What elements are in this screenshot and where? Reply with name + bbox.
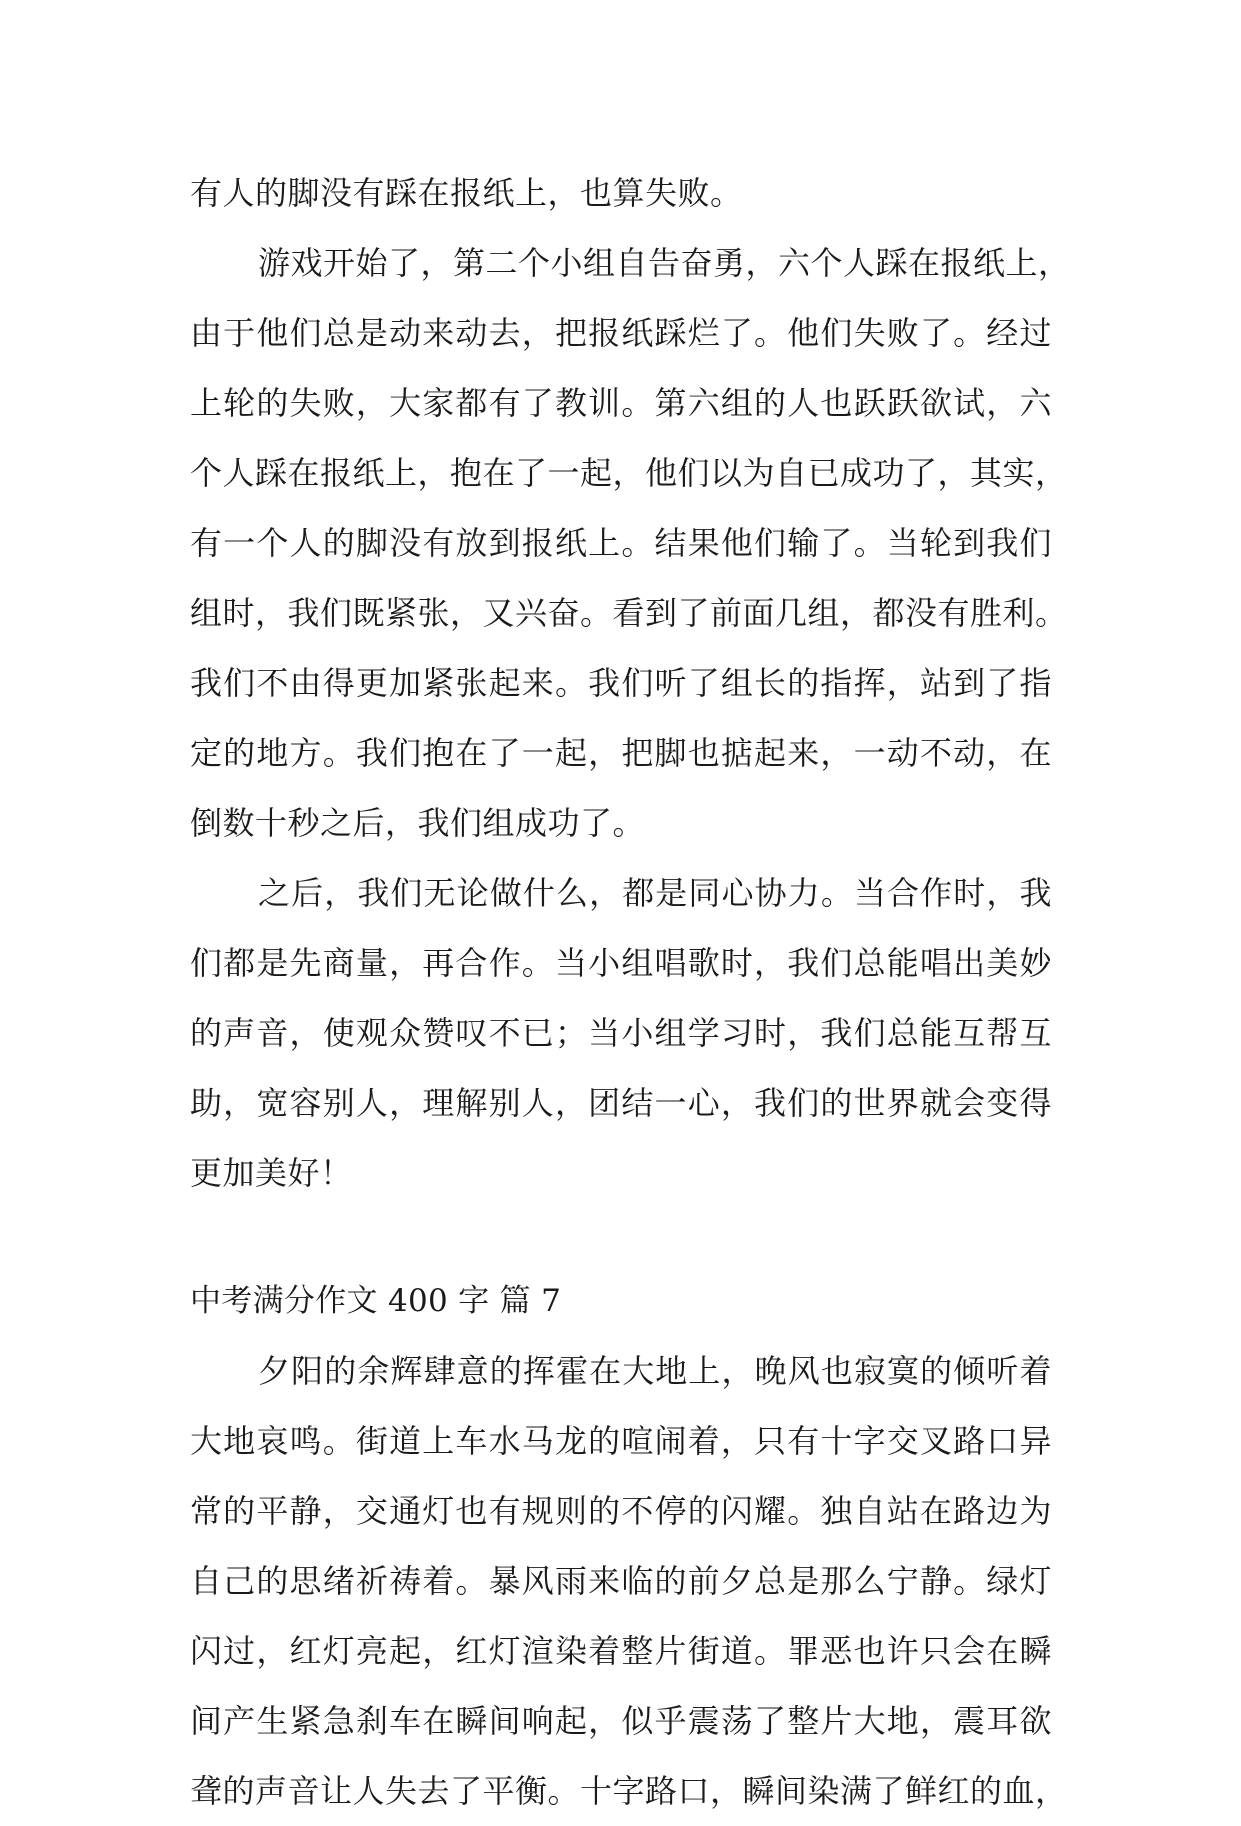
- text-line: 常的平静，交通灯也有规则的不停的闪耀。独自站在路边为: [190, 1492, 1052, 1530]
- text-line: 的声音，使观众赞叹不已；当小组学习时，我们总能互帮互: [190, 1014, 1052, 1052]
- section-heading: 中考满分作文 400 字 篇 7: [190, 1283, 562, 1319]
- text-line: 自己的思绪祈祷着。暴风雨来临的前夕总是那么宁静。绿灯: [190, 1562, 1052, 1600]
- text-line: 聋的声音让人失去了平衡。十字路口，瞬间染满了鲜红的血，: [190, 1772, 1068, 1810]
- text-line: 倒数十秒之后，我们组成功了。: [190, 804, 646, 842]
- text-line: 上轮的失败，大家都有了教训。第六组的人也跃跃欲试，六: [190, 384, 1052, 422]
- paragraph-continuation: [190, 158, 1052, 228]
- text-line: 组时，我们既紧张，又兴奋。看到了前面几组，都没有胜利。: [190, 594, 1068, 632]
- text-line: 间产生紧急刹车在瞬间响起，似乎震荡了整片大地，震耳欲: [190, 1702, 1052, 1740]
- text-line: 之后，我们无论做什么，都是同心协力。当合作时，我: [258, 874, 1052, 912]
- text-block: [190, 158, 1071, 1826]
- text-line: 由于他们总是动来动去，把报纸踩烂了。他们失败了。经过: [190, 314, 1052, 352]
- section-spacer: [190, 1208, 1052, 1266]
- text-line: 游戏开始了，第二个小组自告奋勇，六个人踩在报纸上，: [258, 244, 1071, 282]
- text-line: 我们不由得更加紧张起来。我们听了组长的指挥，站到了指: [190, 664, 1052, 702]
- paragraph-afterwards: [190, 858, 1052, 1208]
- text-line: 定的地方。我们抱在了一起，把脚也掂起来，一动不动，在: [190, 734, 1052, 772]
- text-line: 有一个人的脚没有放到报纸上。结果他们输了。当轮到我们: [190, 524, 1052, 562]
- text-line: 助，宽容别人，理解别人，团结一心，我们的世界就会变得: [190, 1084, 1052, 1122]
- paragraph-game-start: [190, 228, 1071, 858]
- text-line: 个人踩在报纸上，抱在了一起，他们以为自已成功了，其实，: [190, 454, 1068, 492]
- text-line: 更加美好！: [190, 1154, 353, 1192]
- text-line: 大地哀鸣。街道上车水马龙的喧闹着，只有十字交叉路口异: [190, 1422, 1052, 1460]
- text-line: 闪过，红灯亮起，红灯渲染着整片街道。罪恶也许只会在瞬: [190, 1632, 1052, 1670]
- text-line: 有人的脚没有踩在报纸上，也算失败。: [190, 174, 743, 212]
- text-line: 们都是先商量，再合作。当小组唱歌时，我们总能唱出美妙: [190, 944, 1052, 982]
- text-line: 夕阳的余辉肆意的挥霍在大地上，晚风也寂寞的倾听着: [258, 1352, 1052, 1390]
- paragraph-sunset: [190, 1336, 1068, 1826]
